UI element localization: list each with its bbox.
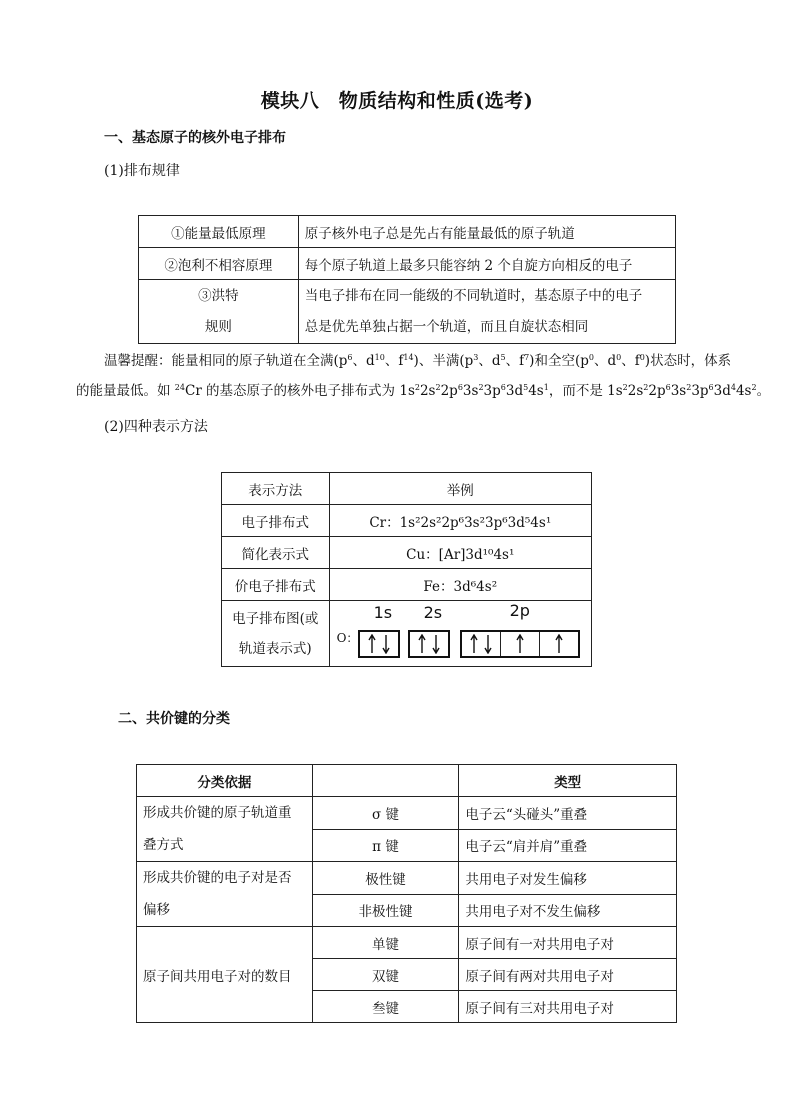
shell-label-2p: 2p <box>509 601 530 620</box>
down-arrow-icon <box>432 634 440 654</box>
rule-desc <box>298 280 675 344</box>
bond-type: 原子间有一对共用电子对 <box>459 927 677 959</box>
bond-kind: 双键 <box>312 959 459 991</box>
element-label: O： <box>336 631 359 645</box>
orbital-box <box>360 632 398 656</box>
rule-name: ②泡利不相容原理 <box>139 248 299 280</box>
orbital-2s <box>408 630 450 658</box>
page-title: 模块八 物质结构和性质(选考) <box>260 90 534 112</box>
rule-name <box>139 280 299 344</box>
down-arrow-icon <box>382 634 390 654</box>
tip-paragraph <box>76 346 776 406</box>
up-arrow-icon <box>368 634 376 654</box>
method-name <box>222 601 330 667</box>
bond-kind: 非极性键 <box>312 894 459 927</box>
rule-desc: 每个原子轨道上最多只能容纳 2 个自旋方向相反的电子 <box>298 248 675 280</box>
down-arrow-icon <box>484 634 492 654</box>
bond-type: 原子间有三对共用电子对 <box>459 991 677 1023</box>
bond-basis <box>137 862 313 927</box>
method-example: Cr：1s²2s²2p⁶3s²3p⁶3d⁵4s¹ <box>329 505 591 537</box>
subheading-rules: (1)排布规律 <box>104 163 180 179</box>
bond-kind: π 键 <box>312 829 459 862</box>
bond-header-type: 类型 <box>459 765 677 797</box>
method-example: Cu：[Ar]3d¹⁰4s¹ <box>329 537 591 569</box>
method-example: Fe：3d⁶4s² <box>329 569 591 601</box>
method-name: 价电子排布式 <box>222 569 330 601</box>
bond-basis-line: 偏移 <box>143 902 170 918</box>
rule-name-line: 规则 <box>204 318 232 335</box>
rule-name: ①能量最低原理 <box>139 216 299 248</box>
tip-line-2: 的能量最低。如 $^{24}$Cr 的基态原子的核外电子排布式为 $1s^22s^22p^63s^23p^63d^54s^1$，而不是 $1s^22s^22p^63s^23p^63d^44s^2$。 <box>76 383 771 399</box>
bond-type: 共用电子对发生偏移 <box>459 862 677 895</box>
method-name: 简化表示式 <box>222 537 330 569</box>
bond-basis: 原子间共用电子对的数目 <box>137 927 313 1023</box>
methods-header-example: 举例 <box>329 473 591 505</box>
section-1-heading: 一、基态原子的核外电子排布 <box>104 130 286 146</box>
bond-type: 电子云“肩并肩”重叠 <box>459 829 677 862</box>
bond-type: 共用电子对不发生偏移 <box>459 894 677 927</box>
orbital-box <box>462 632 501 656</box>
orbital-box <box>540 632 578 656</box>
orbital-box <box>501 632 540 656</box>
bond-table <box>136 764 677 1023</box>
bond-type: 原子间有两对共用电子对 <box>459 959 677 991</box>
bond-kind: 极性键 <box>312 862 459 895</box>
method-name: 电子排布式 <box>222 505 330 537</box>
bond-header-basis: 分类依据 <box>137 765 313 797</box>
up-arrow-icon <box>555 634 563 654</box>
rule-desc: 原子核外电子总是先占有能量最低的原子轨道 <box>298 216 675 248</box>
up-arrow-icon <box>470 634 478 654</box>
rules-table <box>138 215 676 344</box>
methods-header-method: 表示方法 <box>222 473 330 505</box>
orbital-box <box>410 632 448 656</box>
subheading-methods: (2)四种表示方法 <box>104 419 208 435</box>
orbital-diagram <box>329 601 591 667</box>
orbital-1s <box>358 630 400 658</box>
bond-basis <box>137 797 313 862</box>
section-2-heading: 二、共价键的分类 <box>118 711 230 727</box>
method-name-line: 电子排布图(或 <box>232 610 319 627</box>
tip-line-1: 温馨提醒：能量相同的原子轨道在全满($p^6$、$d^{10}$、$f^{14}$)、半满($p^3$、$d^5$、$f^7$)和全空($p^0$、$d^0$、$f^0$)状态时，体系 <box>104 353 732 369</box>
bond-type: 电子云“头碰头”重叠 <box>459 797 677 830</box>
bond-kind: 叁键 <box>312 991 459 1023</box>
method-name-line: 轨道表示式) <box>238 640 312 657</box>
rule-desc-line: 当电子排布在同一能级的不同轨道时，基态原子中的电子 <box>304 287 643 304</box>
bond-header-empty <box>312 765 459 797</box>
bond-basis-line: 形成共价键的原子轨道重 <box>143 805 292 821</box>
methods-table <box>221 472 592 667</box>
bond-kind: 单键 <box>312 927 459 959</box>
shell-label-1s: 1s <box>373 603 393 622</box>
rule-desc-line: 总是优先单独占据一个轨道，而且自旋状态相同 <box>304 318 589 335</box>
shell-label-2s: 2s <box>423 603 443 622</box>
bond-basis-line: 叠方式 <box>143 837 184 853</box>
rule-name-line: ③洪特 <box>198 287 239 304</box>
bond-basis-line: 形成共价键的电子对是否 <box>143 870 292 886</box>
orbital-2p <box>460 630 580 658</box>
up-arrow-icon <box>418 634 426 654</box>
bond-kind: σ 键 <box>312 797 459 830</box>
up-arrow-icon <box>516 634 524 654</box>
